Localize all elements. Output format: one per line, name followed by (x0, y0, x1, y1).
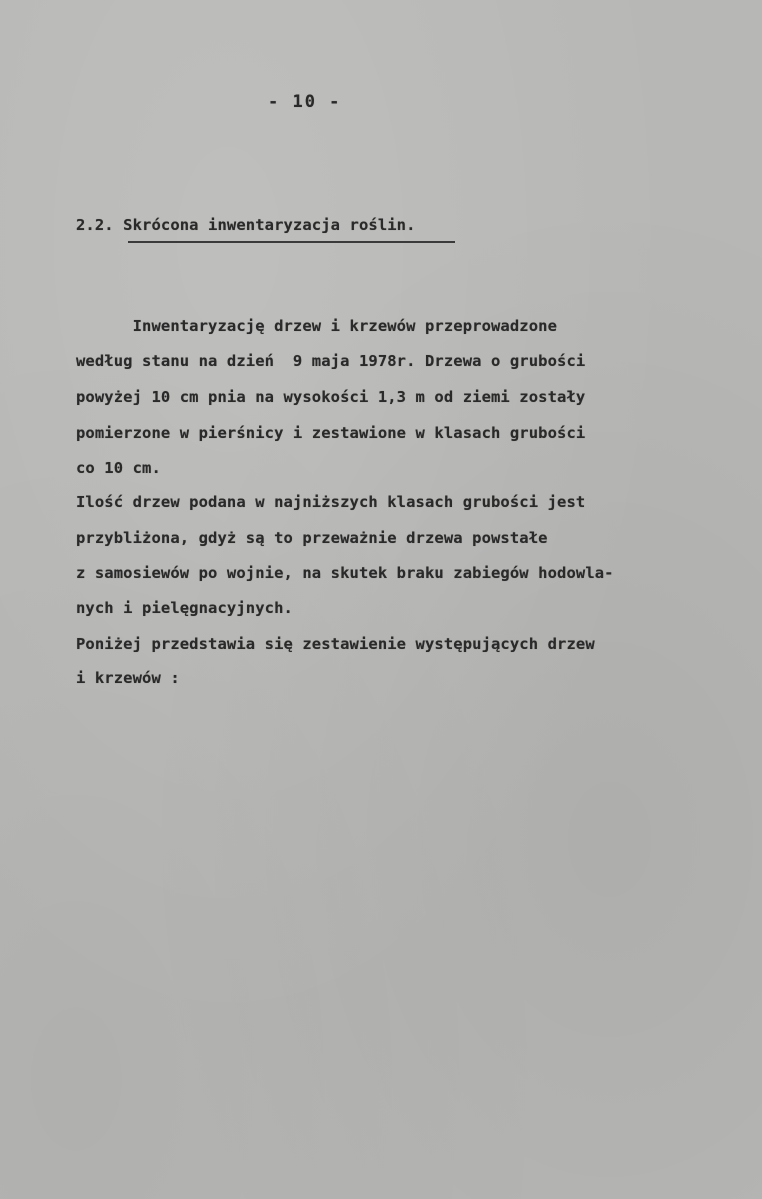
body-line: Inwentaryzację drzew i krzewów przeprowadzone (76, 317, 558, 335)
body-line: Ilość drzew podana w najniższych klasach grubości jest (76, 493, 586, 511)
page-number: - 10 - (268, 92, 342, 112)
body-line: Poniżej przedstawia się zestawienie występujących drzew (76, 635, 595, 653)
body-line: powyżej 10 cm pnia na wysokości 1,3 m od ziemi zostały (76, 388, 586, 406)
body-line: i krzewów : (76, 669, 180, 687)
heading-underline (128, 241, 455, 243)
body-line: z samosiewów po wojnie, na skutek braku zabiegów hodowla- (76, 564, 614, 582)
body-line: pomierzone w pierśnicy i zestawione w klasach grubości (76, 424, 586, 442)
body-line: co 10 cm. (76, 459, 161, 477)
body-line: nych i pielęgnacyjnych. (76, 599, 293, 617)
body-line: przybliżona, gdyż są to przeważnie drzewa powstałe (76, 529, 548, 547)
section-heading: 2.2. Skrócona inwentaryzacja roślin. (76, 216, 416, 234)
body-line: według stanu na dzień 9 maja 1978r. Drzewa o grubości (76, 352, 586, 370)
